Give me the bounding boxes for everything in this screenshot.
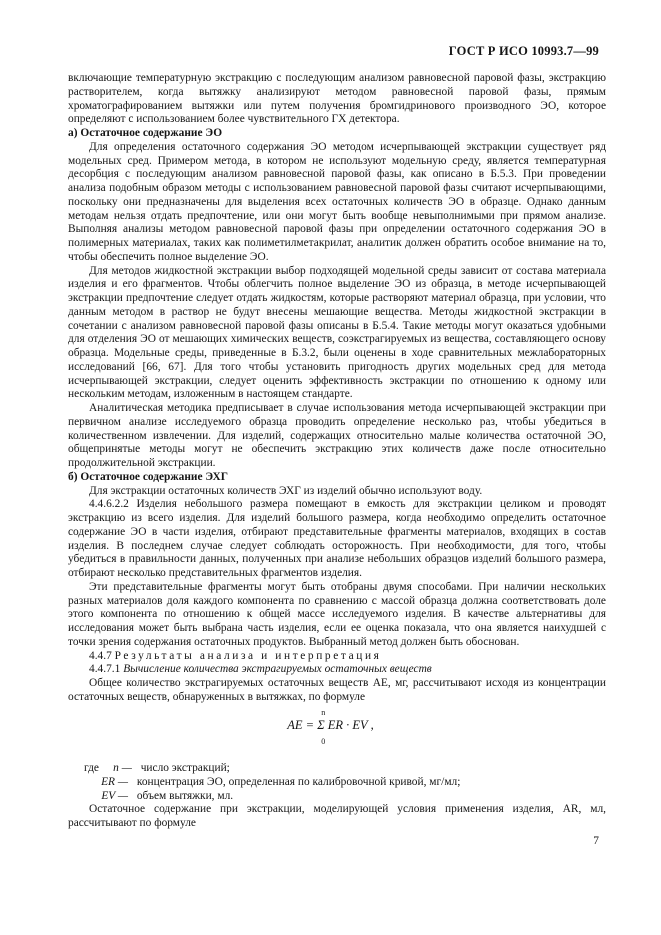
formula-ae (0, 708, 661, 746)
section-number: 4.4.7.1 (89, 663, 121, 676)
page-number: 7 (593, 835, 599, 847)
section-number: 4.4.7 (89, 649, 112, 662)
section-title: Вычисление количества экстрагируемых остаточных веществ (123, 663, 432, 676)
heading-ech-residual: б) Остаточное содержание ЭХГ (68, 470, 228, 483)
paragraph-formula-intro: Общее количество экстрагируемых остаточных веществ AE, мг, рассчитывают исходя из концентрации остаточных веществ, обнаруженных в вытяжках, по формуле (68, 677, 606, 703)
legend-row (84, 762, 460, 776)
paragraph-continued: включающие температурную экстракцию с последующим анализом равновесной паровой фазы, экстракцию растворителем, когда вытяжку анализируют методом равновесной паровой фазы, прямым хроматографированием вытяжки или путем получения бромгидринового производного ЭО, которое определяют с использованием более чувствительного ГХ детектора. (68, 72, 606, 126)
paragraph: Для определения остаточного содержания ЭО методом исчерпывающей экстракции существует ряд модельных сред. Примером метода, в котором не используют модельную среду, является температурная десорбция с последующим анализом равновесной паровой фазы, как описано в Б.5.3. При проведении анализа подобным образом методы с использованием равновесной паровой фазы считают исчерпывающими, поскольку они предназначены для выделения всех остаточных количеств ЭО в образце. Однако данным методам нельзя отдать предпочтение, или они могут быть вообще невыполнимыми при прямом анализе. Выполняя анализы методом равновесной паровой фазы при определении остаточного содержания ЭО в полимерных материалах, таких как полиметилметакрилат, аналитик должен обратить особое внимание на то, чтобы обеспечить полное выделение ЭО. (68, 140, 606, 263)
section-4-4-7 (68, 650, 606, 664)
legend-var: EV — (101, 789, 128, 802)
paragraph-4-4-6-2-2: 4.4.6.2.2 Изделия небольшого размера помещают в емкость для экстракции целиком и проводят экстракцию из всего изделия. Для изделий большого размера, когда необходимо определить остаточное содержание ЭО в части изделия, отбирают представительные фрагменты материалов, входящих в состав изделия. В последнем случае следует соблюдать осторожность. При необходимости, для того, чтобы убедиться в правильности данных, полученных при анализе небольших образцов изделий большого размера, отбирают несколько представительных фрагментов изделия. (68, 498, 606, 579)
legend-desc: объем вытяжки, мл. (136, 789, 234, 802)
sum-upper-limit: n (321, 708, 326, 717)
section-title: Результаты анализа и интерпретация (114, 649, 382, 662)
legend-var: ER — (101, 775, 128, 788)
variable-legend (84, 762, 460, 803)
legend-desc: концентрация ЭО, определенная по калибровочной кривой, мг/мл; (136, 775, 461, 788)
legend-row (84, 776, 460, 790)
formula-text: AE = Σ ER · EV , (287, 718, 374, 732)
document-code: ГОСТ Р ИСО 10993.7—99 (448, 44, 599, 58)
main-text (68, 72, 606, 705)
paragraph: Эти представительные фрагменты могут быть отобраны двумя способами. При наличии нескольких разных материалов доля каждого компонента по сравнению с массой образца должна соответствовать доле этого компонента по отношению к общей массе исследуемого изделия. В качестве альтернативы для исследования может быть выбрана часть изделия, если ее оценка показала, что она является наихудшей с точки зрения содержания остаточных продуктов. Выбранный метод должен быть обоснован. (68, 580, 606, 648)
legend-var: n — (113, 762, 132, 774)
legend-desc: число экстракций; (140, 762, 230, 774)
paragraph-formula-intro-ar: Остаточное содержание при экстракции, моделирующей условия применения изделия, AR, мл, рассчитывают по формуле (68, 803, 606, 829)
heading-eo-residual: а) Остаточное содержание ЭО (68, 127, 223, 139)
legend-intro: где (84, 762, 99, 774)
section-4-4-7-1 (68, 663, 606, 677)
paragraph: Для экстракции остаточных количеств ЭХГ из изделий обычно используют воду. (89, 484, 483, 497)
paragraph: Для методов жидкостной экстракции выбор подходящей модельной среды зависит от состава материала изделия и его фрагментов. Чтобы облегчить полное выделение ЭО из образца, в методе исчерпывающей экстракции предпочтение следует отдать жидкостям, которые растворяют материал образца, при условии, что данным методом в раствор не будут внесены мешающие вещества. Методы жидкостной экстракции в сочетании с анализом равновесной паровой фазы описаны в Б.5.4. Такие методы могут оказаться удобными для отделения ЭО от мешающих химических веществ, соэкстрагируемых из вещества, составляющего основу образца. Модельные среды, приведенные в Б.3.2, были оценены в ходе сравнительных межлабораторных исследований [66, 67]. Для того чтобы установить пригодность других модельных сред для метода исчерпывающей экстракции, следует оценить эффективность экстракции по отношению к одному или нескольким методам, изложенным в настоящем стандарте. (68, 264, 606, 401)
tail-text (68, 803, 606, 831)
sum-lower-limit: 0 (321, 737, 326, 746)
paragraph: Аналитическая методика предписывает в случае использования метода исчерпывающей экстракции при первичном анализе исследуемого образца проводить определение несколько раз, чтобы убедиться в количественном извлечении. Для изделий, содержащих относительно малые количества остаточной ЭО, общепринятые методы могут не обеспечить экстракцию этих количеств даже после относительно продолжительной экстракции. (68, 402, 606, 469)
legend-row (84, 790, 460, 804)
